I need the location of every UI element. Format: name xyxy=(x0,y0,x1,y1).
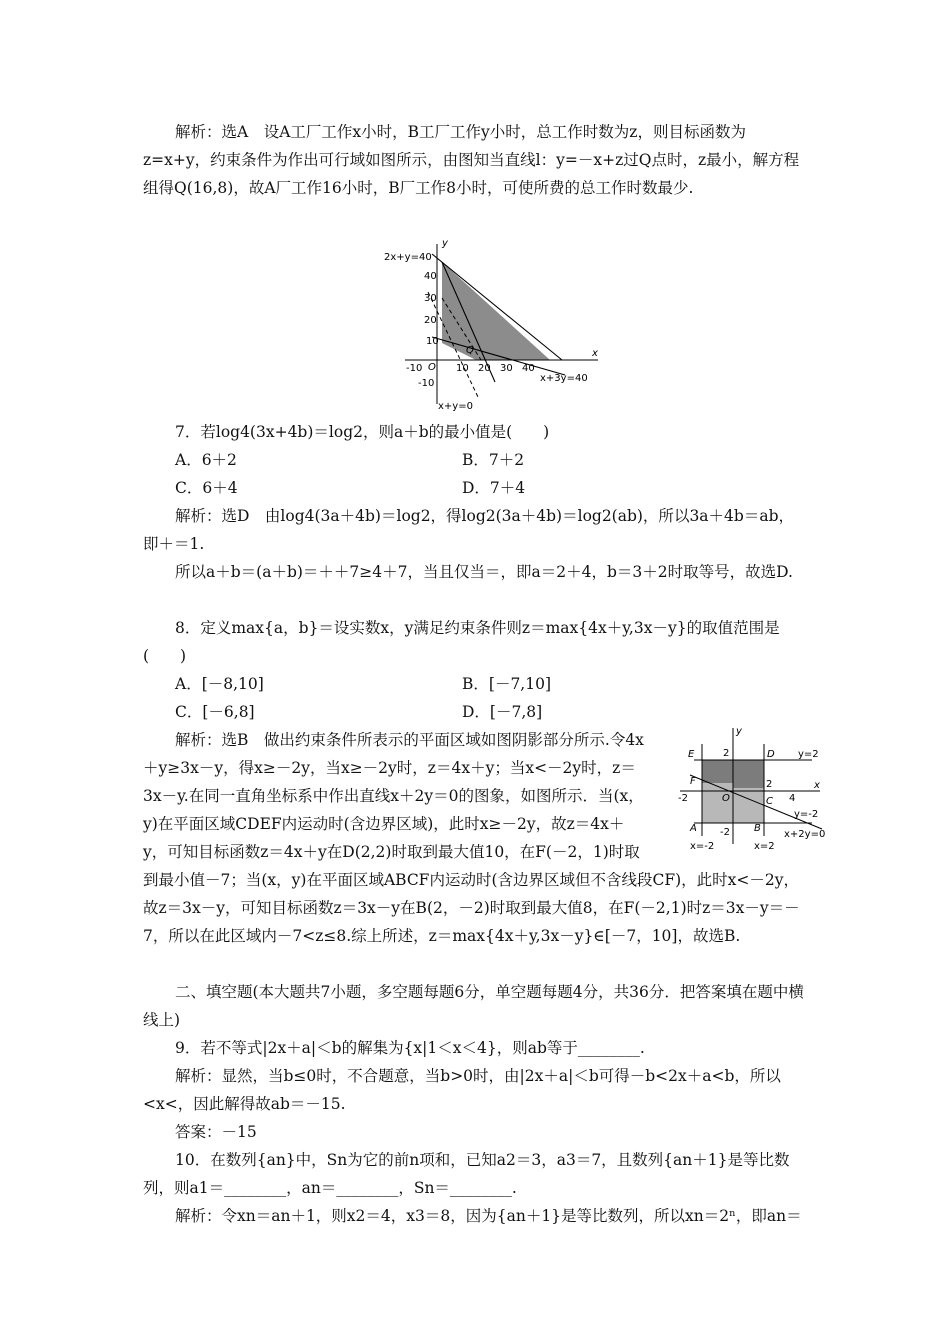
axis-label-x: x xyxy=(592,348,598,359)
label-F: F xyxy=(690,776,696,787)
axis-label-y: y xyxy=(442,238,448,249)
x-tick: 10 xyxy=(456,363,469,374)
q7-solution-1: 解析：选D 由log4(3a＋4b)＝log2，得log2(3a＋4b)＝log2(ab)，所以3a＋4b＝ab，即＋＝1. xyxy=(143,507,794,553)
y-tick: 30 xyxy=(424,293,437,304)
x-tick: -10 xyxy=(406,363,423,374)
q10-solution: 解析：令xn＝an＋1，则x2＝4，x3＝8，因为{an＋1}是等比数列，所以xn＝2ⁿ，即an＝ xyxy=(175,1207,802,1225)
q7-option-a: A．6＋2 xyxy=(175,451,237,469)
question-9-stem: 9．若不等式|2x＋a|＜b的解集为{x|1＜x＜4}，则ab等于________. xyxy=(175,1039,645,1057)
x-tick: 40 xyxy=(522,363,535,374)
question-8-stem: 8．定义max{a，b}＝设实数x，y满足约束条件则z＝max{4x＋y,3x－y}的取值范围是( ) xyxy=(143,619,780,665)
label-A: A xyxy=(690,823,697,834)
label-O: O xyxy=(722,793,730,804)
tick-x-neg2: -2 xyxy=(678,793,688,804)
line-label-xneg2: x=-2 xyxy=(690,841,715,852)
q8-solution-text: 解析：选B 做出约束条件所表示的平面区域如图阴影部分所示.令4x＋y≥3x－y，得x≥－2y，当x≥－2y时，z＝4x＋y；当x<－2y时，z＝3x－y.在同一直角坐标系中作出直线x＋2y＝0的图象，如图所示．当(x，y)在平面区域CDEF内运动时(含边界区域)，此时x≥－2y，故z＝4x＋y，可知目标函数z＝4x＋y在D(2,2)时取到最大值10，在F(－2，1)时取到最小值－7；当(x，y)在平面区域ABCF内运动时(含边界区域但不含线段CF)，此时x<－2y，故z＝3x－y，可知目标函数z＝3x－y在B(2，－2)时取到最大值8，在F(－2,1)时z＝3x－y＝－7，所以在此区域内－7<z≤8.综上所述，z＝max{4x＋y,3x－y}∈[－7，10]，故选B. xyxy=(143,731,800,945)
line-label-x-3y-40: x+3y=40 xyxy=(540,373,588,384)
tick-x-4: 4 xyxy=(789,793,796,804)
solution-paragraph-q6: 解析：选A 设A工厂工作x小时，B工厂工作y小时，总工作时数为z，则目标函数为z=x+y，约束条件为作出可行域如图所示，由图知当直线l：y=－x+z过Q点时，z最小，解方程组得Q(16,8)，故A厂工作16小时，B厂工作8小时，可使所费的总工作时数最少. xyxy=(143,123,800,197)
x-tick: 30 xyxy=(500,363,513,374)
q7-option-b: B．7＋2 xyxy=(462,451,525,469)
axis-label-y: y xyxy=(736,726,742,737)
line-label-yneg2: y=-2 xyxy=(794,809,819,820)
q8-option-b: B．[－7,10] xyxy=(462,675,551,693)
label-C: C xyxy=(766,796,773,807)
line-label-x2: x=2 xyxy=(754,841,775,852)
y-tick: 20 xyxy=(424,315,437,326)
tick-x-2: 2 xyxy=(766,779,773,790)
y-tick: 10 xyxy=(426,336,439,347)
question-10-stem: 10．在数列{an}中，Sn为它的前n项和，已知a2＝3，a3＝7，且数列{an＋1}是等比数列，则a1＝________，an＝________，Sn＝________. xyxy=(143,1151,790,1197)
label-D: D xyxy=(767,749,775,760)
point-q-label: Q xyxy=(466,345,474,356)
origin-label: O xyxy=(428,362,436,373)
question-7-stem: 7．若log4(3x+4b)＝log2，则a＋b的最小值是( ) xyxy=(175,423,550,441)
q8-option-a: A．[－8,10] xyxy=(175,675,264,693)
line-label-x-y-0: x+y=0 xyxy=(438,401,473,412)
q8-option-c: C．[－6,8] xyxy=(175,703,255,721)
section-2-heading: 二、填空题(本大题共7小题，多空题每题6分，单空题每题4分，共36分．把答案填在题中横线上) xyxy=(143,983,804,1029)
feasible-region-shaded xyxy=(442,262,550,360)
q8-option-d: D．[－7,8] xyxy=(462,703,543,721)
q7-solution-2: 所以a＋b＝(a＋b)＝＋＋7≥4＋7，当且仅当＝，即a＝2＋4，b＝3＋2时取等号，故选D. xyxy=(175,563,793,581)
q8-solution xyxy=(143,726,808,950)
q9-answer: 答案：－15 xyxy=(175,1123,257,1141)
label-B: B xyxy=(754,823,761,834)
axis-label-x: x xyxy=(814,780,820,791)
tick-y-2: 2 xyxy=(723,748,730,759)
y-tick: -10 xyxy=(418,378,435,389)
label-E: E xyxy=(688,749,695,760)
q7-option-d: D．7＋4 xyxy=(462,479,526,497)
feasible-region-figure-1 xyxy=(380,232,605,412)
line-label-x2y0: x+2y=0 xyxy=(784,829,826,840)
x-tick: 20 xyxy=(478,363,491,374)
q7-option-c: C．6＋4 xyxy=(175,479,238,497)
line-label-2x-y-40: 2x+y=40 xyxy=(384,252,432,263)
y-tick: 40 xyxy=(424,271,437,282)
line-label-y2: y=2 xyxy=(798,749,819,760)
q9-solution: 解析：显然，当b≤0时，不合题意，当b>0时，由|2x＋a|＜b可得－b<2x＋a<b，所以<x<，因此解得故ab＝－15. xyxy=(143,1067,781,1113)
tick-y-neg2: -2 xyxy=(720,827,730,838)
